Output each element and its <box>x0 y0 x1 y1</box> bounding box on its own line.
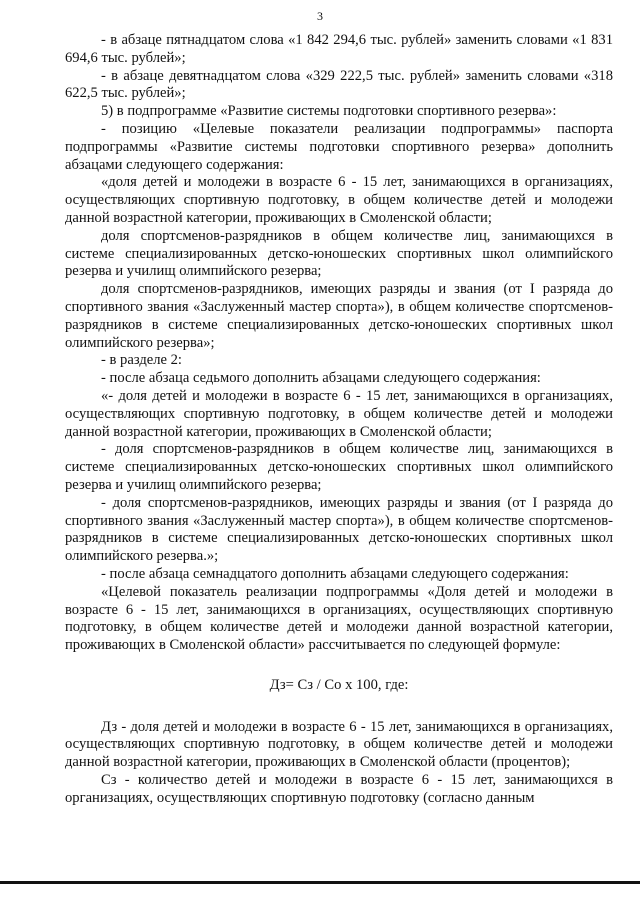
definition: Сз - количество детей и молодежи в возрасте 6 - 15 лет, занимающихся в организациях, осуществляющих спортивную подготовку (согласно данным <box>65 772 613 806</box>
formula: Дз= Сз / Со х 100, где: <box>269 676 409 693</box>
paragraph: «доля детей и молодежи в возрасте 6 - 15 лет, занимающихся в организациях, осуществляющих спортивную подготовку, в общем количестве детей и молодежи данной возрастной категории, проживающих в Смоленской области; <box>65 174 613 226</box>
paragraph: 5) в подпрограмме «Развитие системы подготовки спортивного резерва»: <box>101 103 557 120</box>
paragraph: доля спортсменов-разрядников в общем количестве лиц, занимающихся в системе специализированных детско-юношеских спортивных школ олимпийского резерва и училищ олимпийского резерва; <box>65 227 613 280</box>
document-body <box>65 32 613 808</box>
paragraph: - доля спортсменов-разрядников в общем количестве лиц, занимающихся в системе специализированных детско-юношеских спортивных школ олимпийского резерва и училищ олимпийского резерва; <box>65 441 613 493</box>
paragraph: «- доля детей и молодежи в возрасте 6 - 15 лет, занимающихся в организациях, осуществляющих спортивную подготовку, в общем количестве детей и молодежи данной возрастной категории, проживающих в Смоленской области; <box>65 387 613 440</box>
paragraph: доля спортсменов-разрядников, имеющих разряды и звания (от I разряда до спортивного звания «Заслуженный мастер спорта»), в общем количестве спортсменов-разрядников в системе специализированных детско-юношеских спортивных школ олимпийского резерва»; <box>65 281 613 351</box>
paragraph: - в абзаце девятнадцатом слова «329 222,5 тыс. рублей» заменить словами «318 622,5 тыс. рублей»; <box>65 67 613 102</box>
paragraph: - после абзаца седьмого дополнить абзацами следующего содержания: <box>101 370 541 387</box>
paragraph: - в разделе 2: <box>101 352 182 369</box>
paragraph: - позицию «Целевые показатели реализации подпрограммы» паспорта подпрограммы «Развитие системы подготовки спортивного резерва» дополнить абзацами следующего содержания: <box>65 120 613 173</box>
bottom-rule <box>0 881 640 884</box>
paragraph: «Целевой показатель реализации подпрограммы «Доля детей и молодежи в возрасте 6 - 15 лет, занимающихся в организациях, осуществляющих спортивную подготовку, в общем количестве детей и молодежи данной возрастной категории, проживающих в Смоленской области» рассчитывается по следующей формуле: <box>65 583 613 654</box>
paragraph: - в абзаце пятнадцатом слова «1 842 294,6 тыс. рублей» заменить словами «1 831 694,6 тыс. рублей»; <box>65 32 613 66</box>
paragraph: - после абзаца семнадцатого дополнить абзацами следующего содержания: <box>101 565 569 582</box>
definition: Дз - доля детей и молодежи в возрасте 6 - 15 лет, занимающихся в организациях, осуществляющих спортивную подготовку, в общем количестве детей и молодежи данной возрастной категории, проживающих в Смоленской области (процентов); <box>65 718 613 771</box>
page-number: 3 <box>317 9 323 23</box>
paragraph: - доля спортсменов-разрядников, имеющих разряды и звания (от I разряда до спортивного звания «Заслуженный мастер спорта»), в общем количестве спортсменов-разрядников в системе специализированных детско-юношеских спортивных школ олимпийского резерва.»; <box>65 494 613 565</box>
